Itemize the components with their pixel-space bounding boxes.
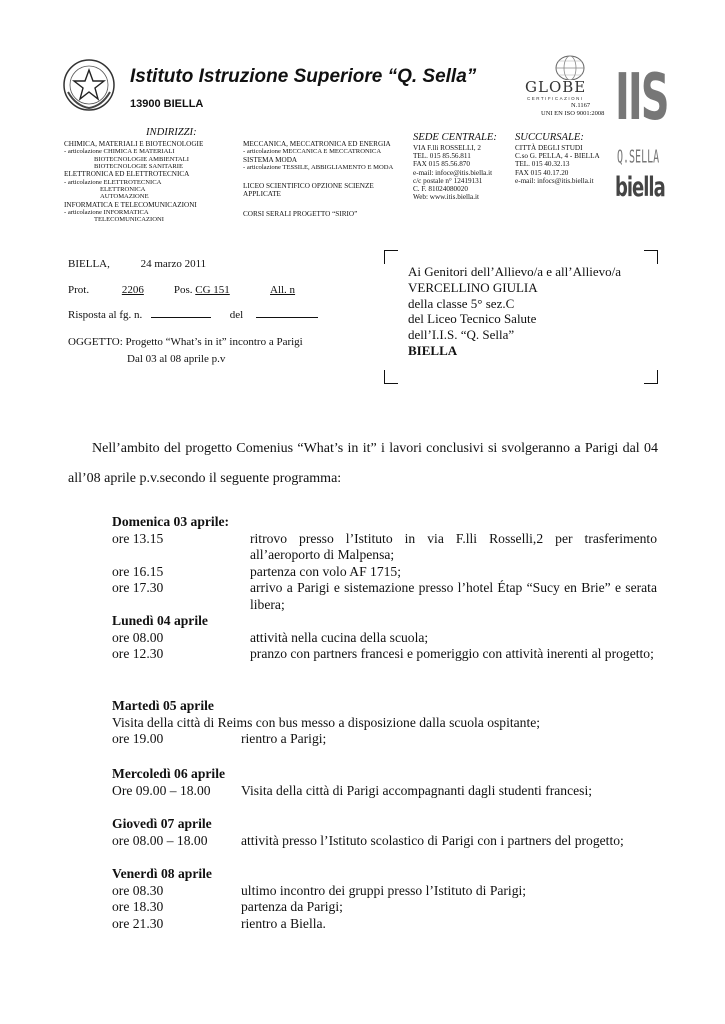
schedule-activity: ultimo incontro dei gruppi presso l’Istituto di Parigi; [241, 882, 527, 898]
schedule-activity: pranzo con partners francesi e pomeriggio con attività inerenti al progetto; [250, 646, 654, 661]
schedule-item [112, 883, 657, 900]
succ-line: e-mail: infocs@itis.biella.it [515, 176, 594, 185]
day-heading: Venerdì 08 aprile [112, 866, 212, 881]
schedule-time: ore 08.00 [112, 629, 164, 645]
indirizzo-line: ELETTRONICA ED ELETTROTECNICA [64, 170, 190, 179]
indirizzo-line: TELECOMUNICAZIONI [94, 216, 164, 224]
box-corner-tr [644, 250, 658, 264]
schedule-item [112, 899, 657, 916]
place-date [68, 258, 206, 270]
all-label [270, 284, 318, 296]
box-corner-bl [384, 370, 398, 384]
indirizzo-line: CORSI SERALI PROGETTO “SIRIO” [243, 209, 358, 218]
schedule-time: ore 19.00 [112, 731, 164, 746]
schedule-activity: arrivo a Parigi e sistemazione presso l’hotel Étap “Sucy en Brie” e serata libera; [250, 580, 657, 612]
republic-emblem [62, 58, 116, 112]
schedule-activity: rientro a Parigi; [241, 731, 327, 746]
program-day-wednesday [112, 766, 657, 799]
schedule-time: ore 12.30 [112, 646, 164, 661]
schedule-time: ore 21.30 [112, 915, 164, 931]
indirizzo-line: CHIMICA, MATERIALI E BIOTECNOLOGIE [64, 140, 204, 148]
indirizzo-line: - articolazione TESSILE, ABBIGLIAMENTO E MODA [243, 163, 394, 171]
program-day-tuesday [112, 698, 657, 748]
succ-line: FAX 015 40.17.20 [515, 168, 569, 177]
globe-logo-text: GLOBE [525, 78, 587, 96]
institute-title: Istituto Istruzione Superiore “Q. Sella” [130, 66, 477, 87]
oggetto-line-1: OGGETTO: Progetto “What’s in it” incontro a Parigi [68, 336, 303, 348]
indirizzo-line: - articolazione MECCANICA E MECCATRONICA [243, 148, 382, 156]
indirizzo-line: BIOTECNOLOGIE SANITARIE [94, 163, 184, 171]
indirizzo-line: - articolazione ELETTROTECNICA [64, 178, 162, 186]
day-heading: Lunedì 04 aprile [112, 613, 208, 628]
institute-city: 13900 BIELLA [130, 98, 204, 110]
succ-line: TEL. 015 40.32.13 [515, 160, 570, 169]
box-corner-tl [384, 250, 398, 264]
recipient-line: del Liceo Tecnico Salute [408, 311, 537, 327]
indirizzi-label: INDIRIZZI: [146, 127, 197, 138]
recipient-line: Ai Genitori dell’Allievo/a e all’Allievo/a [408, 264, 621, 279]
schedule-item [112, 580, 657, 613]
indirizzi-left [64, 140, 203, 224]
schedule-activity: attività presso l’Istituto scolastico di Parigi con i partners del progetto; [241, 832, 624, 848]
sede-line: e-mail: infoce@itis.biella.it [413, 168, 493, 177]
schedule-time: ore 17.30 [112, 580, 164, 595]
day-heading: Domenica 03 aprile: [112, 514, 230, 529]
sede-centrale [413, 132, 497, 201]
succursale [515, 132, 600, 185]
program-day-thursday [112, 816, 657, 849]
indirizzo-line: BIOTECNOLOGIE AMBIENTALI [94, 155, 189, 163]
intro-paragraph: Nell’ambito del progetto Comenius “What’s in it” i lavori conclusivi si svolgeranno a Parigi dal 04 all’08 aprile p.v.secondo il seguente programma: [68, 441, 658, 486]
risposta-label: Risposta al fg. n. [68, 309, 143, 321]
recipient-line: VERCELLINO GIULIA [408, 279, 538, 295]
recipient-address [408, 264, 621, 359]
star-emblem-icon [62, 58, 116, 112]
sede-line: C. F. 81024080020 [413, 185, 468, 194]
sede-line: TEL. 015 85.56.811 [413, 152, 471, 161]
indirizzo-line: SISTEMA MODA [243, 155, 298, 164]
schedule-activity: Visita della città di Parigi accompagnanti dagli studenti francesi; [241, 782, 593, 798]
globe-icon [540, 50, 600, 80]
day-heading: Giovedì 07 aprile [112, 816, 212, 831]
recipient-line: della classe 5° sez.C [408, 295, 515, 311]
schedule-item [112, 731, 657, 748]
indirizzo-line: AUTOMAZIONE [100, 193, 149, 201]
cert-number: N.1167 [571, 102, 591, 109]
sede-line: Web: www.itis.biella.it [413, 193, 480, 202]
program-day-sunday [112, 514, 657, 663]
pos-value [195, 284, 241, 296]
prot-label: Prot. [68, 284, 90, 296]
schedule-activity: Visita della città di Reims con bus messo a disposizione dalla scuola ospitante; [112, 714, 541, 730]
iis-logo-text: IIS [615, 61, 668, 135]
schedule-time: Ore 09.00 – 18.00 [112, 782, 211, 798]
schedule-activity: attività nella cucina della scuola; [250, 629, 429, 645]
risposta-blank [151, 308, 211, 318]
cert-iso: UNI EN ISO 9001:2008 [541, 110, 605, 117]
schedule-activity: partenza con volo AF 1715; [250, 563, 402, 579]
iis-sella-logo [615, 50, 668, 204]
all-text: All. n [270, 284, 296, 296]
schedule-item [112, 833, 657, 850]
prot-number: 2206 [121, 284, 144, 296]
indirizzo-line: APPLICATE [243, 190, 281, 199]
del-label: del [229, 309, 244, 321]
prot-value [92, 284, 174, 296]
schedule-activity: rientro a Biella. [241, 915, 326, 931]
sede-line: VIA F.lli ROSSELLI, 2 [413, 144, 481, 152]
day-heading: Mercoledì 06 aprile [112, 766, 225, 781]
schedule-item [112, 646, 657, 663]
del-blank [256, 308, 318, 318]
indirizzo-line: ELETTRONICA [100, 186, 146, 194]
risposta-line [68, 308, 318, 321]
box-corner-br [644, 370, 658, 384]
schedule-item [112, 630, 657, 647]
schedule-item [112, 783, 657, 800]
schedule-time: ore 18.30 [112, 899, 164, 914]
indirizzo-line: - articolazione CHIMICA E MATERIALI [64, 148, 175, 156]
indirizzo-line: LICEO SCIENTIFICO OPZIONE SCIENZE [243, 182, 374, 191]
schedule-item [112, 916, 657, 933]
globe-certification-logo [515, 50, 605, 118]
pos-label: Pos. [173, 284, 193, 296]
schedule-time: ore 13.15 [112, 530, 164, 546]
schedule-time: ore 16.15 [112, 563, 164, 579]
day-heading: Martedì 05 aprile [112, 698, 214, 713]
succ-line: CITTÀ DEGLI STUDI [515, 144, 583, 152]
pos-number: CG 151 [195, 284, 230, 296]
indirizzo-line: - articolazione INFORMATICA [64, 209, 149, 217]
schedule-activity: partenza da Parigi; [241, 899, 343, 914]
recipient-line: BIELLA [408, 342, 458, 358]
schedule-time: ore 08.00 – 18.00 [112, 832, 208, 848]
program-day-friday [112, 866, 657, 932]
sede-line: FAX 015 85.56.870 [413, 160, 470, 169]
schedule-item [112, 531, 657, 564]
recipient-line: dell’I.I.S. “Q. Sella” [408, 327, 515, 343]
iis-sella-text: Q.SELLA [617, 148, 660, 168]
sede-label: SEDE CENTRALE: [413, 132, 497, 143]
schedule-time: ore 08.30 [112, 882, 164, 898]
place: BIELLA, [68, 258, 110, 270]
globe-logo-sub: CERTIFICAZIONI [527, 96, 584, 101]
oggetto-line-2: Dal 03 al 08 aprile p.v [127, 353, 226, 365]
indirizzo-line: INFORMATICA E TELECOMUNICAZIONI [64, 200, 197, 209]
schedule-activity: ritrovo presso l’Istituto in via F.lli Rosselli,2 per trasferimento all’aeroporto di Malpensa; [250, 530, 657, 562]
succ-label: SUCCURSALE: [515, 132, 584, 143]
indirizzi-mid [243, 140, 393, 218]
date: 24 marzo 2011 [140, 258, 207, 270]
schedule-item [112, 564, 657, 581]
indirizzo-line: MECCANICA, MECCATRONICA ED ENERGIA [243, 140, 391, 148]
succ-line: C.so G. PELLA, 4 - BIELLA [515, 152, 600, 161]
sede-line: c/c postale n° 12419131 [413, 176, 483, 185]
iis-biella-text: biella [615, 172, 665, 204]
protocol-line [68, 284, 318, 296]
